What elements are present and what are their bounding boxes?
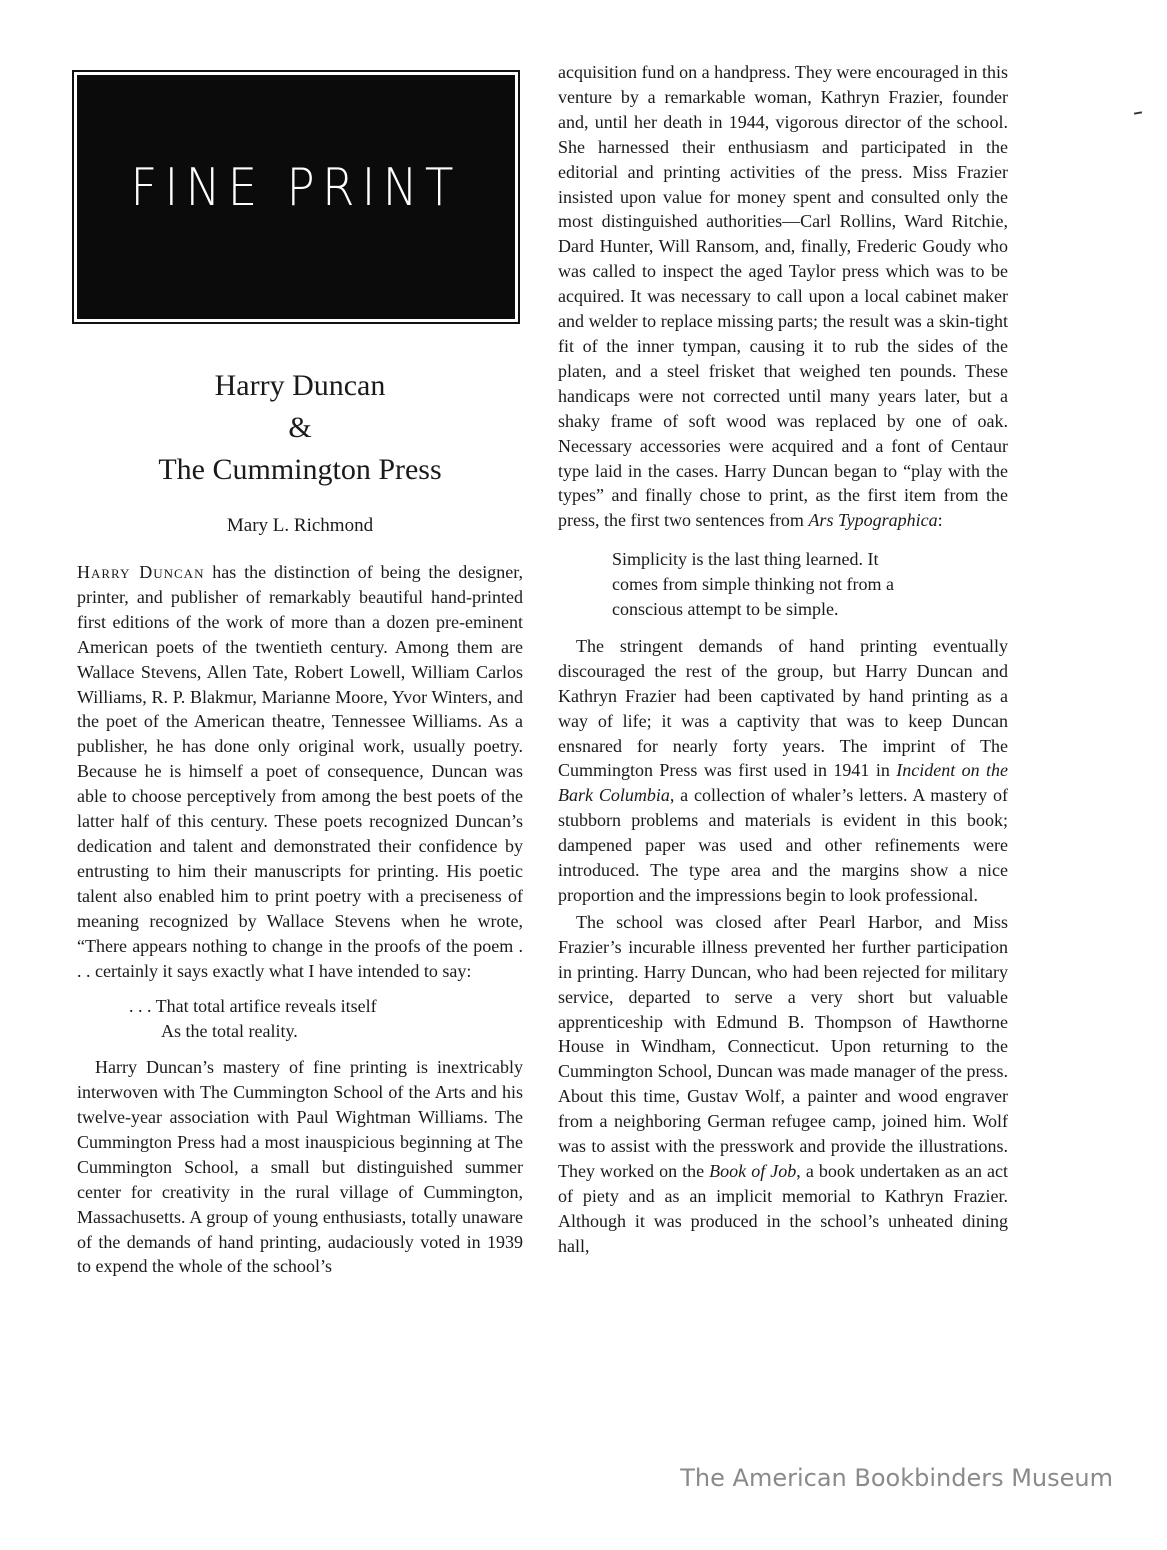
right-paragraph-1-text: acquisition fund on a handpress. They were encouraged in this venture by a remarkable woman, Kathryn Frazier, founder and, until her death in 1944, vigorous director of the school. She harnessed their enthusiasm and participated in the editorial and printing activities of the press. Miss Frazier insisted upon value for money spent and consulted only the most distinguished authorities—Carl Rollins, Ward Ritchie, Dard Hunter, Will Ransom, and, finally, Frederic Goudy who was called to inspect the aged Taylor press which was to be acquired. It was necessary to call upon a local cabinet maker and welder to replace missing parts; the result was a skin-tight fit of the inner tympan, causing it to rub the sides of the platen, and a steel frisket that weighed ten pounds. These handicaps were not corrected until many years later, but a shaky frame of soft wood was replaced by one of oak. Necessary accessories were acquired and a font of Centaur type laid in the cases. Harry Duncan began to “play with the types” and finally chose to print, as the first item from the press, the first two sentences from: [558, 62, 1008, 531]
stevens-quote: [77, 994, 523, 1044]
simplicity-quote-line-2: comes from simple thinking not from a: [612, 574, 894, 595]
left-paragraph-2: Harry Duncan’s mastery of fine printing is inextricably interwoven with The Cummington School of the Arts and his twelve-year association with Paul Wightman Williams. The Cummington Press had a most inauspicious beginning at The Cummington School, a small but distinguished summer center for creativity in the rural village of Cummington, Massachusetts. A group of young enthusiasts, totally unaware of the demands of hand printing, audaciously voted in 1939 to expend the whole of the school’s: [77, 1057, 523, 1277]
right-column: [558, 60, 1008, 1259]
article-title-line-3: The Cummington Press: [158, 453, 442, 486]
simplicity-quote: [558, 547, 1008, 622]
right-paragraph-3: [558, 910, 1008, 1259]
ars-typographica-title: Ars Typographica: [808, 510, 938, 531]
museum-watermark: The American Bookbinders Museum: [680, 1464, 1113, 1492]
right-paragraph-2-text-a: The stringent demands of hand printing eventually discouraged the rest of the group, but Harry Duncan and Kathryn Frazier had been captivated by hand printing as a way of life; it was a captivity that was to keep Duncan ensnared for nearly forty years. The imprint of The Cummington Press was first used in 1941 in: [558, 635, 1008, 781]
right-paragraph-1-end: :: [937, 510, 943, 531]
right-paragraph-2-text-b: , a collection of whaler’s letters. A mastery of stubborn problems and materials is evident in this book; dampened paper was used and other refinements were introduced. The type area and the margins show a nice proportion and the impressions begin to look professional.: [558, 785, 1008, 905]
stevens-quote-line-1: . . . That total artifice reveals itself: [129, 996, 377, 1017]
right-paragraph-3-text-b: , a book undertaken as an act of piety and as an implicit memorial to Kathryn Frazier. Although it was produced in the school’s unheated dining hall,: [558, 1160, 1008, 1256]
article-heading: [75, 365, 525, 537]
masthead-title: FINE PRINT: [130, 158, 462, 218]
left-column: [77, 560, 523, 1279]
scan-speck: [1134, 111, 1142, 114]
masthead-panel: [77, 75, 515, 319]
left-paragraph-1-text: has the distinction of being the designer, printer, and publisher of remarkably beautiful hand-printed first editions of the work of more than a dozen pre-eminent American poets of the twentieth century. Among them are Wallace Stevens, Allen Tate, Robert Lowell, William Carlos Williams, R. P. Blakmur, Marianne Moore, Yvor Winters, and the poet of the American theatre, Tennessee Williams. As a publisher, he has done only original work, usually poetry. Because he is himself a poet of consequence, Duncan was able to choose perceptively from among the best poets of the latter half of this century. These poets recognized Duncan’s dedication and talent and demonstrated their confidence by entrusting to him their manuscripts for printing. His poetic talent also enabled him to print poetry with a preciseness of meaning recognized by Wallace Stevens when he wrote, “There appears nothing to change in the proofs of the poem . . . certainly it says exactly what I have intended to say:: [77, 562, 524, 981]
simplicity-quote-line-1: Simplicity is the last thing learned. It: [612, 549, 879, 570]
author-byline: Mary L. Richmond: [226, 515, 374, 536]
simplicity-quote-line-3: conscious attempt to be simple.: [612, 599, 839, 620]
book-of-job-title: Book of Job: [709, 1160, 797, 1181]
right-paragraph-1: [558, 60, 1008, 533]
lead-in-name: Harry Duncan: [77, 562, 205, 582]
incident-title: Incident on the Bark Columbia: [558, 760, 1009, 806]
right-paragraph-2: [558, 634, 1008, 908]
stevens-quote-line-2: As the total reality.: [161, 1021, 298, 1042]
right-paragraph-3-text-a: The school was closed after Pearl Harbor, and Miss Frazier’s incurable illness prevented her further participation in printing. Harry Duncan, who had been rejected for military service, departed to serve a very short but valuable apprenticeship with Edmund B. Thompson of Hawthorne House in Windham, Connecticut. Upon returning to the Cummington School, Duncan was made manager of the press. About this time, Gustav Wolf, a painter and wood engraver from a neighboring German refugee camp, joined him. Wolf was to assist with the presswork and provide the illustrations. They worked on the: [558, 911, 1008, 1181]
article-title-line-1: Harry Duncan: [214, 369, 386, 402]
left-paragraph-1: [77, 560, 523, 983]
fine-print-masthead: [72, 70, 520, 324]
article-title-line-2: &: [288, 411, 312, 444]
